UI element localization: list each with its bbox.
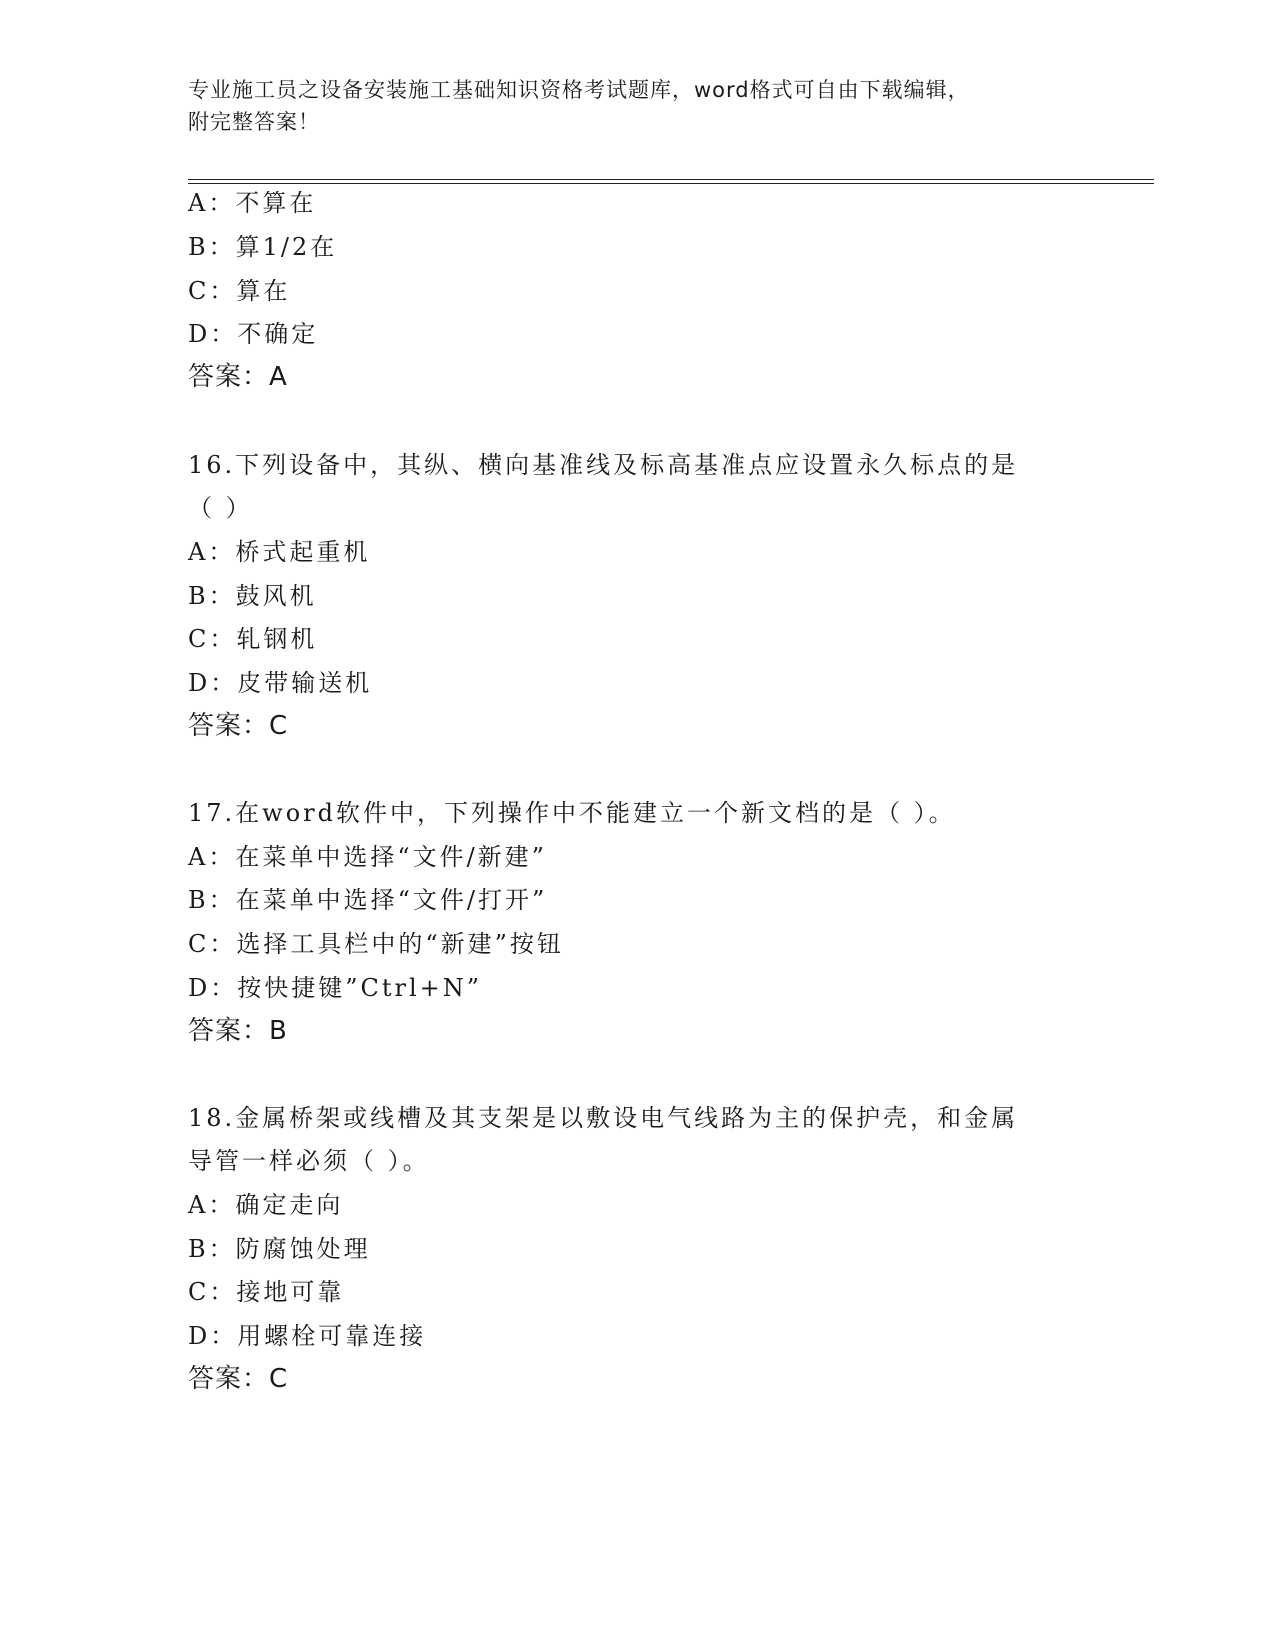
q15-option-b: B：算1/2在 — [188, 233, 338, 261]
q18-stem-line-2: 导管一样必须（ ）。 — [188, 1147, 430, 1175]
header-line-2: 附完整答案！ — [188, 110, 320, 134]
q15-option-a: A：不算在 — [188, 189, 317, 217]
q17-option-c: C：选择工具栏中的“新建”按钮 — [188, 930, 564, 958]
q16-answer: 答案：C — [188, 711, 289, 741]
q16-option-b: B：鼓风机 — [188, 582, 317, 610]
q15-option-c: C：算在 — [188, 277, 291, 305]
q16-option-c: C：轧钢机 — [188, 625, 318, 653]
q16-stem-line-1: 16.下列设备中，其纵、横向基准线及标高基准点应设置永久标点的是 — [188, 451, 1019, 479]
q18-answer: 答案：C — [188, 1364, 289, 1394]
q16-option-d: D：皮带输送机 — [188, 669, 373, 697]
q18-option-b: B：防腐蚀处理 — [188, 1235, 371, 1263]
q18-option-c: C：接地可靠 — [188, 1278, 345, 1306]
q18-option-d: D：用螺栓可靠连接 — [188, 1322, 427, 1350]
q18-option-a: A：确定走向 — [188, 1191, 344, 1219]
q16-option-a: A：桥式起重机 — [188, 538, 371, 566]
document-header — [188, 74, 1088, 138]
q17-answer: 答案：B — [188, 1016, 288, 1046]
header-divider-top — [188, 179, 1154, 180]
q15-option-d: D：不确定 — [188, 320, 319, 348]
header-divider-bottom — [188, 183, 1154, 184]
q15-answer: 答案：A — [188, 362, 288, 392]
q17-option-b: B：在菜单中选择“文件/打开” — [188, 886, 548, 914]
q17-option-a: A：在菜单中选择“文件/新建” — [188, 843, 547, 871]
header-line-1: 专业施工员之设备安装施工基础知识资格考试题库，word格式可自由下载编辑， — [188, 78, 970, 102]
q18-stem-line-1: 18.金属桥架或线槽及其支架是以敷设电气线路为主的保护壳，和金属 — [188, 1104, 1019, 1132]
q16-stem-line-2: （ ） — [188, 494, 253, 522]
q17-stem-line-1: 17.在word软件中，下列操作中不能建立一个新文档的是（ ）。 — [188, 799, 956, 827]
q17-option-d: D：按快捷键”Ctrl+N” — [188, 974, 483, 1002]
